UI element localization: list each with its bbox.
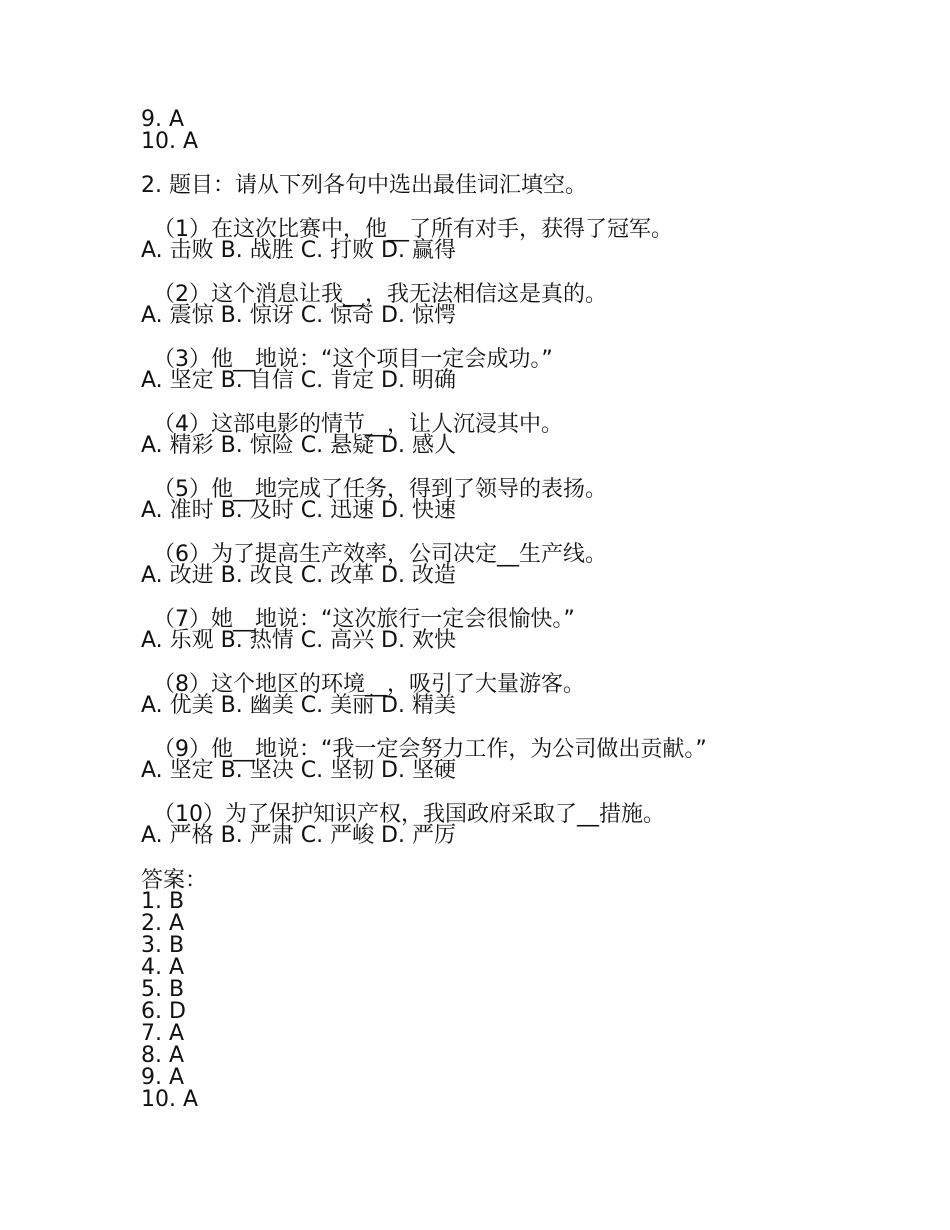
question-text: （3）他__地说：“这个项目一定会成功。”	[153, 347, 553, 372]
answer-line: 2. A	[141, 911, 185, 936]
question-text: （4）这部电影的情节__，让人沉浸其中。	[153, 412, 563, 437]
question-text: （10）为了保护知识产权，我国政府采取了__措施。	[153, 802, 665, 827]
question-options: A. 击败 B. 战胜 C. 打败 D. 赢得	[141, 238, 456, 263]
question-text: （1）在这次比赛中，他__了所有对手，获得了冠军。	[153, 217, 673, 242]
question-options: A. 严格 B. 严肃 C. 严峻 D. 严厉	[141, 823, 456, 848]
answer-line: 9. A	[141, 1065, 185, 1090]
top-answer-line: 10. A	[141, 129, 199, 154]
answer-line: 3. B	[141, 933, 185, 958]
question-text: （8）这个地区的环境__，吸引了大量游客。	[153, 672, 585, 697]
answer-line: 4. A	[141, 955, 185, 980]
question-text: （7）她__地说：“这次旅行一定会很愉快。”	[153, 607, 575, 632]
answer-line: 8. A	[141, 1043, 185, 1068]
question-options: A. 改进 B. 改良 C. 改革 D. 改造	[141, 563, 456, 588]
answers-heading: 答案：	[141, 868, 208, 893]
question-options: A. 乐观 B. 热情 C. 高兴 D. 欢快	[141, 628, 456, 653]
question-options: A. 优美 B. 幽美 C. 美丽 D. 精美	[141, 693, 456, 718]
question-text: （5）他__地完成了任务，得到了领导的表扬。	[153, 477, 607, 502]
answer-line: 1. B	[141, 889, 185, 914]
answer-line: 10. A	[141, 1087, 199, 1112]
question-text: （2）这个消息让我__，我无法相信这是真的。	[153, 282, 607, 307]
question-options: A. 震惊 B. 惊讶 C. 惊奇 D. 惊愕	[141, 303, 456, 328]
question-text: （9）他__地说：“我一定会努力工作，为公司做出贡献。”	[153, 737, 707, 762]
question-options: A. 坚定 B. 坚决 C. 坚韧 D. 坚硬	[141, 758, 456, 783]
section-title: 2. 题目：请从下列各句中选出最佳词汇填空。	[141, 173, 587, 198]
answer-line: 7. A	[141, 1021, 185, 1046]
question-options: A. 坚定 B. 自信 C. 肯定 D. 明确	[141, 368, 456, 393]
question-options: A. 精彩 B. 惊险 C. 悬疑 D. 感人	[141, 433, 456, 458]
answer-line: 6. D	[141, 999, 186, 1024]
answer-line: 5. B	[141, 977, 185, 1002]
question-options: A. 准时 B. 及时 C. 迅速 D. 快速	[141, 498, 456, 523]
question-text: （6）为了提高生产效率，公司决定__生产线。	[153, 542, 607, 567]
top-answer-line: 9. A	[141, 107, 185, 132]
